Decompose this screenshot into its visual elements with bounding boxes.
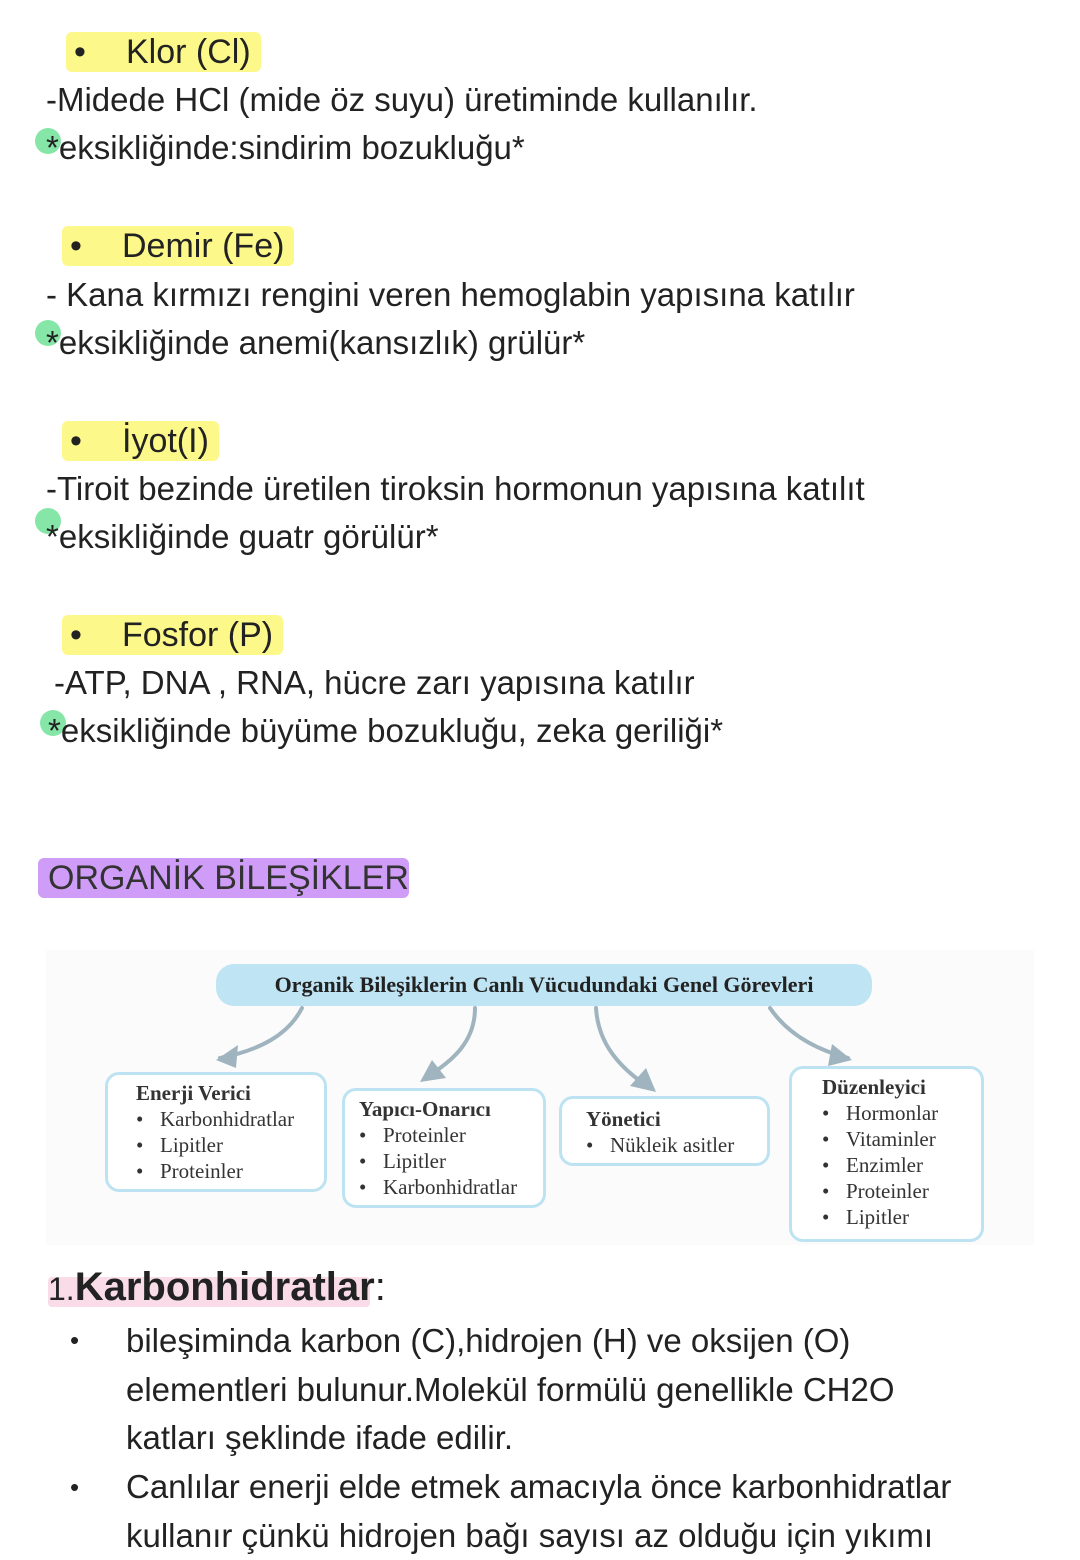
mineral-title-text: Demir (Fe): [122, 227, 285, 265]
list-item: • Vitaminler: [822, 1126, 981, 1152]
mineral-description: -ATP, DNA , RNA, hücre zarı yapısına katılır: [54, 664, 695, 701]
mineral-description: -Midede HCl (mide öz suyu) üretiminde kullanılır.: [46, 81, 758, 118]
box-heading: Yönetici: [586, 1107, 661, 1131]
arrowhead: [828, 1044, 852, 1066]
text-line: kullanır çünkü hidrojen bağı sayısı az olduğu için yıkımı: [126, 1516, 934, 1554]
carb-bullet-1: [126, 1317, 1046, 1463]
heading-title: Karbonhidratlar: [74, 1265, 375, 1309]
box-builder-repairer: [342, 1088, 546, 1208]
box-heading: Yapıcı-Onarıcı: [359, 1097, 491, 1121]
box-energy-giver: [105, 1072, 327, 1192]
box-heading: Enerji Verici: [136, 1081, 251, 1105]
list-item: • Lipitler: [359, 1148, 543, 1174]
bullet: •: [70, 227, 82, 265]
list-item: • Lipitler: [822, 1204, 981, 1230]
mineral-deficiency: *eksikliğinde anemi(kansızlık) grülür*: [46, 324, 586, 361]
mineral-description: - Kana kırmızı rengini veren hemoglabin yapısına katılır: [46, 276, 855, 313]
mineral-title-text: Fosfor (P): [122, 616, 274, 654]
list-item: • Lipitler: [136, 1132, 324, 1158]
bullet: •: [70, 1472, 80, 1502]
box-heading: Düzenleyici: [822, 1075, 926, 1099]
carbohydrates-heading: [48, 1263, 386, 1313]
list-item: • Karbonhidratlar: [136, 1106, 324, 1132]
text-line: bileşiminda karbon (C),hidrojen (H) ve oksijen (O): [126, 1322, 851, 1359]
list-item: • Proteinler: [822, 1178, 981, 1204]
mineral-deficiency: *eksikliğinde:sindirim bozukluğu*: [46, 129, 525, 166]
heading-number: 1.: [48, 1271, 75, 1307]
list-item: • Proteinler: [136, 1158, 324, 1184]
bullet: •: [70, 616, 82, 654]
bullet: •: [70, 422, 82, 460]
box-manager: [559, 1096, 770, 1166]
bullet: •: [74, 33, 86, 71]
mineral-title-text: İyot(I): [122, 422, 209, 460]
text-line: elementleri bulunur.Molekül formülü genellikle CH2O: [126, 1370, 895, 1408]
arrowhead: [420, 1060, 446, 1082]
list-item: • Enzimler: [822, 1152, 981, 1178]
bullet: •: [70, 1325, 80, 1355]
mineral-title-text: Klor (Cl): [126, 33, 251, 71]
mineral-description: -Tiroit bezinde üretilen tiroksin hormonun yapısına katılıt: [46, 470, 865, 507]
arrowhead: [630, 1068, 656, 1092]
list-item: • Hormonlar: [822, 1100, 981, 1126]
box-regulator: [789, 1066, 984, 1242]
list-item: • Nükleik asitler: [586, 1132, 767, 1158]
text-line: Canlılar enerji elde etmek amacıyla önce karbonhidratlar: [126, 1468, 952, 1505]
text-line: katları şeklinde ifade edilir.: [126, 1419, 514, 1456]
list-item: • Karbonhidratlar: [359, 1174, 543, 1200]
section-title: ORGANİK BİLEŞİKLER: [38, 858, 409, 898]
list-item: • Proteinler: [359, 1122, 543, 1148]
carb-bullet-2: [126, 1463, 1046, 1560]
mineral-deficiency: *eksikliğinde büyüme bozukluğu, zeka geriliği*: [48, 712, 724, 749]
heading-colon: :: [374, 1265, 386, 1309]
diagram-title: Organik Bileşiklerin Canlı Vücudundaki Genel Görevleri: [216, 964, 872, 1006]
mineral-deficiency: *eksikliğinde guatr görülür*: [46, 518, 439, 555]
